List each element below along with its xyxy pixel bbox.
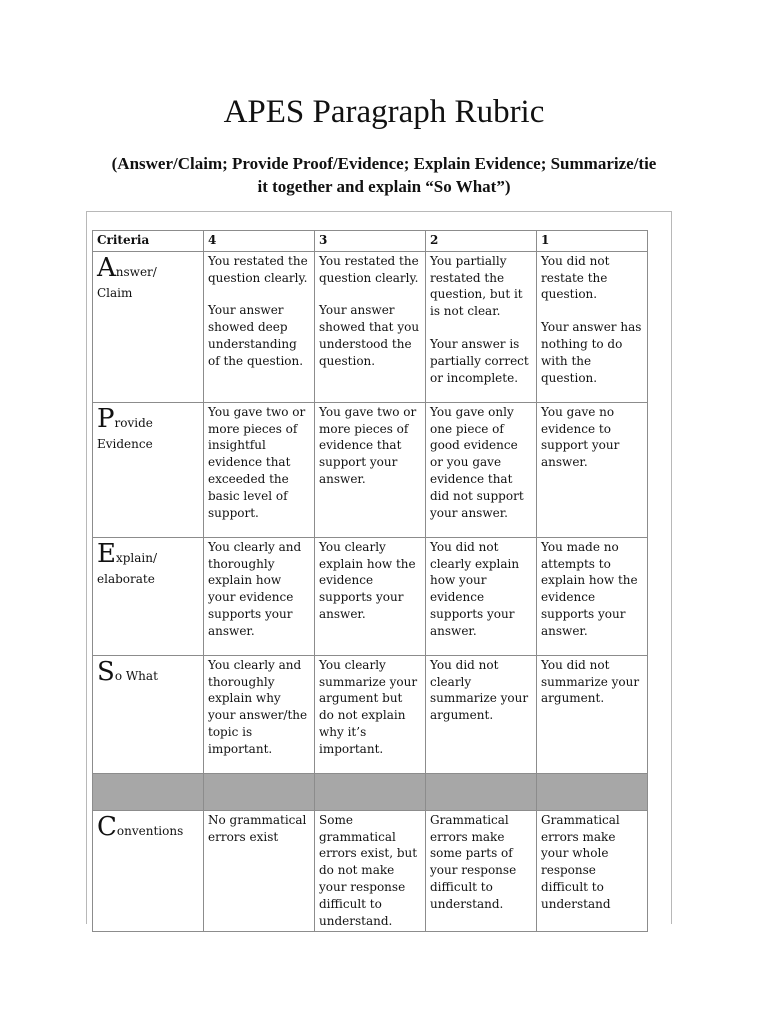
criteria-initial: A <box>97 252 116 283</box>
cell-text: You did not restate the question. <box>541 253 610 302</box>
table-row <box>93 402 648 537</box>
header-score-4: 4 <box>204 231 315 252</box>
rubric-cell: Grammatical errors make some parts of your response difficult to understand. <box>426 810 537 932</box>
criteria-initial: P <box>97 403 115 434</box>
criteria-line2: Evidence <box>97 436 153 451</box>
rubric-cell: You gave two or more pieces of evidence that support your answer. <box>315 402 426 537</box>
criteria-initial: C <box>97 811 117 842</box>
criteria-rest: onventions <box>116 823 184 838</box>
subtitle-line-2: it together and explain “So What”) <box>257 177 511 196</box>
table-row <box>93 537 648 655</box>
cell-text: Your answer showed deep understanding of the question. <box>208 303 304 368</box>
page-title: APES Paragraph Rubric <box>223 94 545 130</box>
cell-text: You restated the question clearly. <box>208 253 308 285</box>
criteria-cell-so-what <box>93 655 204 773</box>
rubric-cell: You clearly and thoroughly explain how your evidence supports your answer. <box>204 537 315 655</box>
separator-row <box>93 773 648 810</box>
rubric-cell: You did not clearly explain how your evidence supports your answer. <box>426 537 537 655</box>
rubric-cell: You did not clearly summarize your argument. <box>426 655 537 773</box>
header-score-1: 1 <box>537 231 648 252</box>
rubric-cell <box>315 251 426 402</box>
criteria-initial: S <box>97 656 115 687</box>
rubric-cell: Some grammatical errors exist, but do not make your response difficult to understand. <box>315 810 426 932</box>
table-row <box>93 655 648 773</box>
criteria-rest: rovide <box>114 415 153 430</box>
criteria-cell-provide <box>93 402 204 537</box>
rubric-cell: You made no attempts to explain how the evidence supports your answer. <box>537 537 648 655</box>
rubric-cell: You clearly summarize your argument but do not explain why it’s important. <box>315 655 426 773</box>
rubric-cell: No grammatical errors exist <box>204 810 315 932</box>
criteria-initial: E <box>97 538 116 569</box>
rubric-cell <box>426 251 537 402</box>
cell-text: Your answer has nothing to do with the question. <box>541 320 642 385</box>
rubric-table <box>92 230 648 932</box>
rubric-cell <box>537 251 648 402</box>
rubric-cell: You gave only one piece of good evidence or you gave evidence that did not support your answer. <box>426 402 537 537</box>
rubric-cell <box>204 251 315 402</box>
page-subtitle <box>84 152 684 198</box>
cell-text: You partially restated the question, but it is not clear. <box>430 253 523 319</box>
separator-cell <box>537 773 648 810</box>
rubric-cell: You gave two or more pieces of insightful evidence that exceeded the basic level of support. <box>204 402 315 537</box>
rubric-cell: You gave no evidence to support your answer. <box>537 402 648 537</box>
cell-text: Your answer showed that you understood the question. <box>319 303 420 368</box>
cell-text: You restated the question clearly. <box>319 253 419 285</box>
separator-cell <box>204 773 315 810</box>
rubric-cell: Grammatical errors make your whole response difficult to understand <box>537 810 648 932</box>
table-row <box>93 251 648 402</box>
criteria-cell-conventions <box>93 810 204 932</box>
criteria-rest: nswer/ <box>115 264 157 279</box>
separator-cell <box>315 773 426 810</box>
header-criteria: Criteria <box>93 231 204 252</box>
criteria-line2: elaborate <box>97 571 155 586</box>
criteria-rest: o What <box>114 668 158 683</box>
rubric-cell: You clearly and thoroughly explain why your answer/the topic is important. <box>204 655 315 773</box>
criteria-cell-answer <box>93 251 204 402</box>
separator-cell <box>426 773 537 810</box>
criteria-cell-explain <box>93 537 204 655</box>
header-row <box>93 231 648 252</box>
rubric-cell: You did not summarize your argument. <box>537 655 648 773</box>
criteria-line2: Claim <box>97 285 133 300</box>
header-score-3: 3 <box>315 231 426 252</box>
criteria-rest: xplain/ <box>115 550 158 565</box>
rubric-cell: You clearly explain how the evidence supports your answer. <box>315 537 426 655</box>
cell-text: Your answer is partially correct or incomplete. <box>430 336 529 385</box>
table-row <box>93 810 648 932</box>
separator-cell <box>93 773 204 810</box>
header-score-2: 2 <box>426 231 537 252</box>
subtitle-line-1: (Answer/Claim; Provide Proof/Evidence; Explain Evidence; Summarize/tie <box>111 154 657 173</box>
